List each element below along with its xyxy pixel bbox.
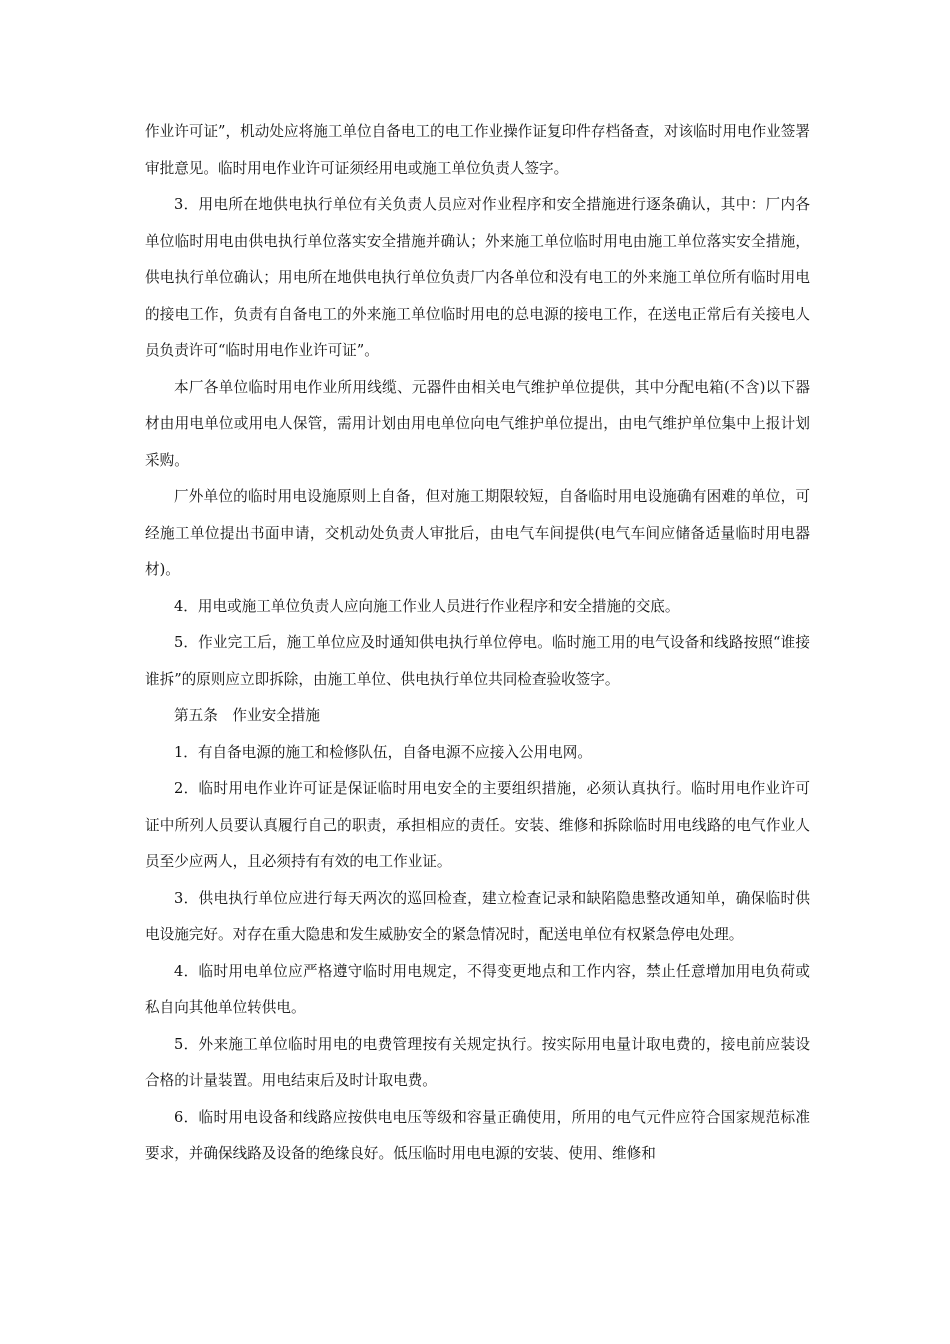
paragraph: 作业许可证”，机动处应将施工单位自备电工的电工作业操作证复印件存档备查，对该临时用电作业签署审批意见。临时用电作业许可证须经用电或施工单位负责人签字。 xyxy=(145,123,810,177)
paragraph: 3．用电所在地供电执行单位有关负责人员应对作业程序和安全措施进行逐条确认，其中：厂内各单位临时用电由供电执行单位落实安全措施并确认；外来施工单位临时用电由施工单位落实安全措施，供电执行单位确认；用电所在地供电执行单位负责厂内各单位和没有电工的外来施工单位所有临时用电的接电工作，负责有自备电工的外来施工单位临时用电的总电源的接电工作，在送电正常后有关接电人员负责许可“临时用电作业许可证”。 xyxy=(145,196,810,359)
section-heading: 第五条 作业安全措施 xyxy=(174,707,320,724)
paragraph: 4．用电或施工单位负责人应向施工作业人员进行作业程序和安全措施的交底。 xyxy=(174,597,680,615)
paragraph: 4．临时用电单位应严格遵守临时用电规定，不得变更地点和工作内容，禁止任意增加用电负荷或私自向其他单位转供电。 xyxy=(145,962,810,1016)
paragraph: 5．外来施工单位临时用电的电费管理按有关规定执行。按实际用电量计取电费的，接电前应装设合格的计量装置。用电结束后及时计取电费。 xyxy=(145,1035,810,1089)
paragraph: 5．作业完工后，施工单位应及时通知供电执行单位停电。临时施工用的电气设备和线路按照“谁接谁拆”的原则应立即拆除，由施工单位、供电执行单位共同检查验收签字。 xyxy=(145,634,810,688)
paragraph: 厂外单位的临时用电设施原则上自备，但对施工期限较短，自备临时用电设施确有困难的单位，可经施工单位提出书面申请，交机动处负责人审批后，由电气车间提供(电气车间应储备适量临时用电器材)。 xyxy=(145,488,810,578)
paragraph: 1．有自备电源的施工和检修队伍，自备电源不应接入公用电网。 xyxy=(174,743,592,761)
document-body xyxy=(145,114,810,1173)
paragraph: 3．供电执行单位应进行每天两次的巡回检查，建立检查记录和缺陷隐患整改通知单，确保临时供电设施完好。对存在重大隐患和发生威胁安全的紧急情况时，配送电单位有权紧急停电处理。 xyxy=(145,889,810,943)
paragraph: 本厂各单位临时用电作业所用线缆、元器件由相关电气维护单位提供，其中分配电箱(不含)以下器材由用电单位或用电人保管，需用计划由用电单位向电气维护单位提出，由电气维护单位集中上报计划采购。 xyxy=(145,378,810,469)
paragraph: 6．临时用电设备和线路应按供电电压等级和容量正确使用，所用的电气元件应符合国家规范标准要求，并确保线路及设备的绝缘良好。低压临时用电电源的安装、使用、维修和 xyxy=(145,1108,810,1162)
paragraph: 2．临时用电作业许可证是保证临时用电安全的主要组织措施，必须认真执行。临时用电作业许可证中所列人员要认真履行自己的职责，承担相应的责任。安装、维修和拆除临时用电线路的电气作业人员至少应两人，且必须持有有效的电工作业证。 xyxy=(145,780,810,870)
